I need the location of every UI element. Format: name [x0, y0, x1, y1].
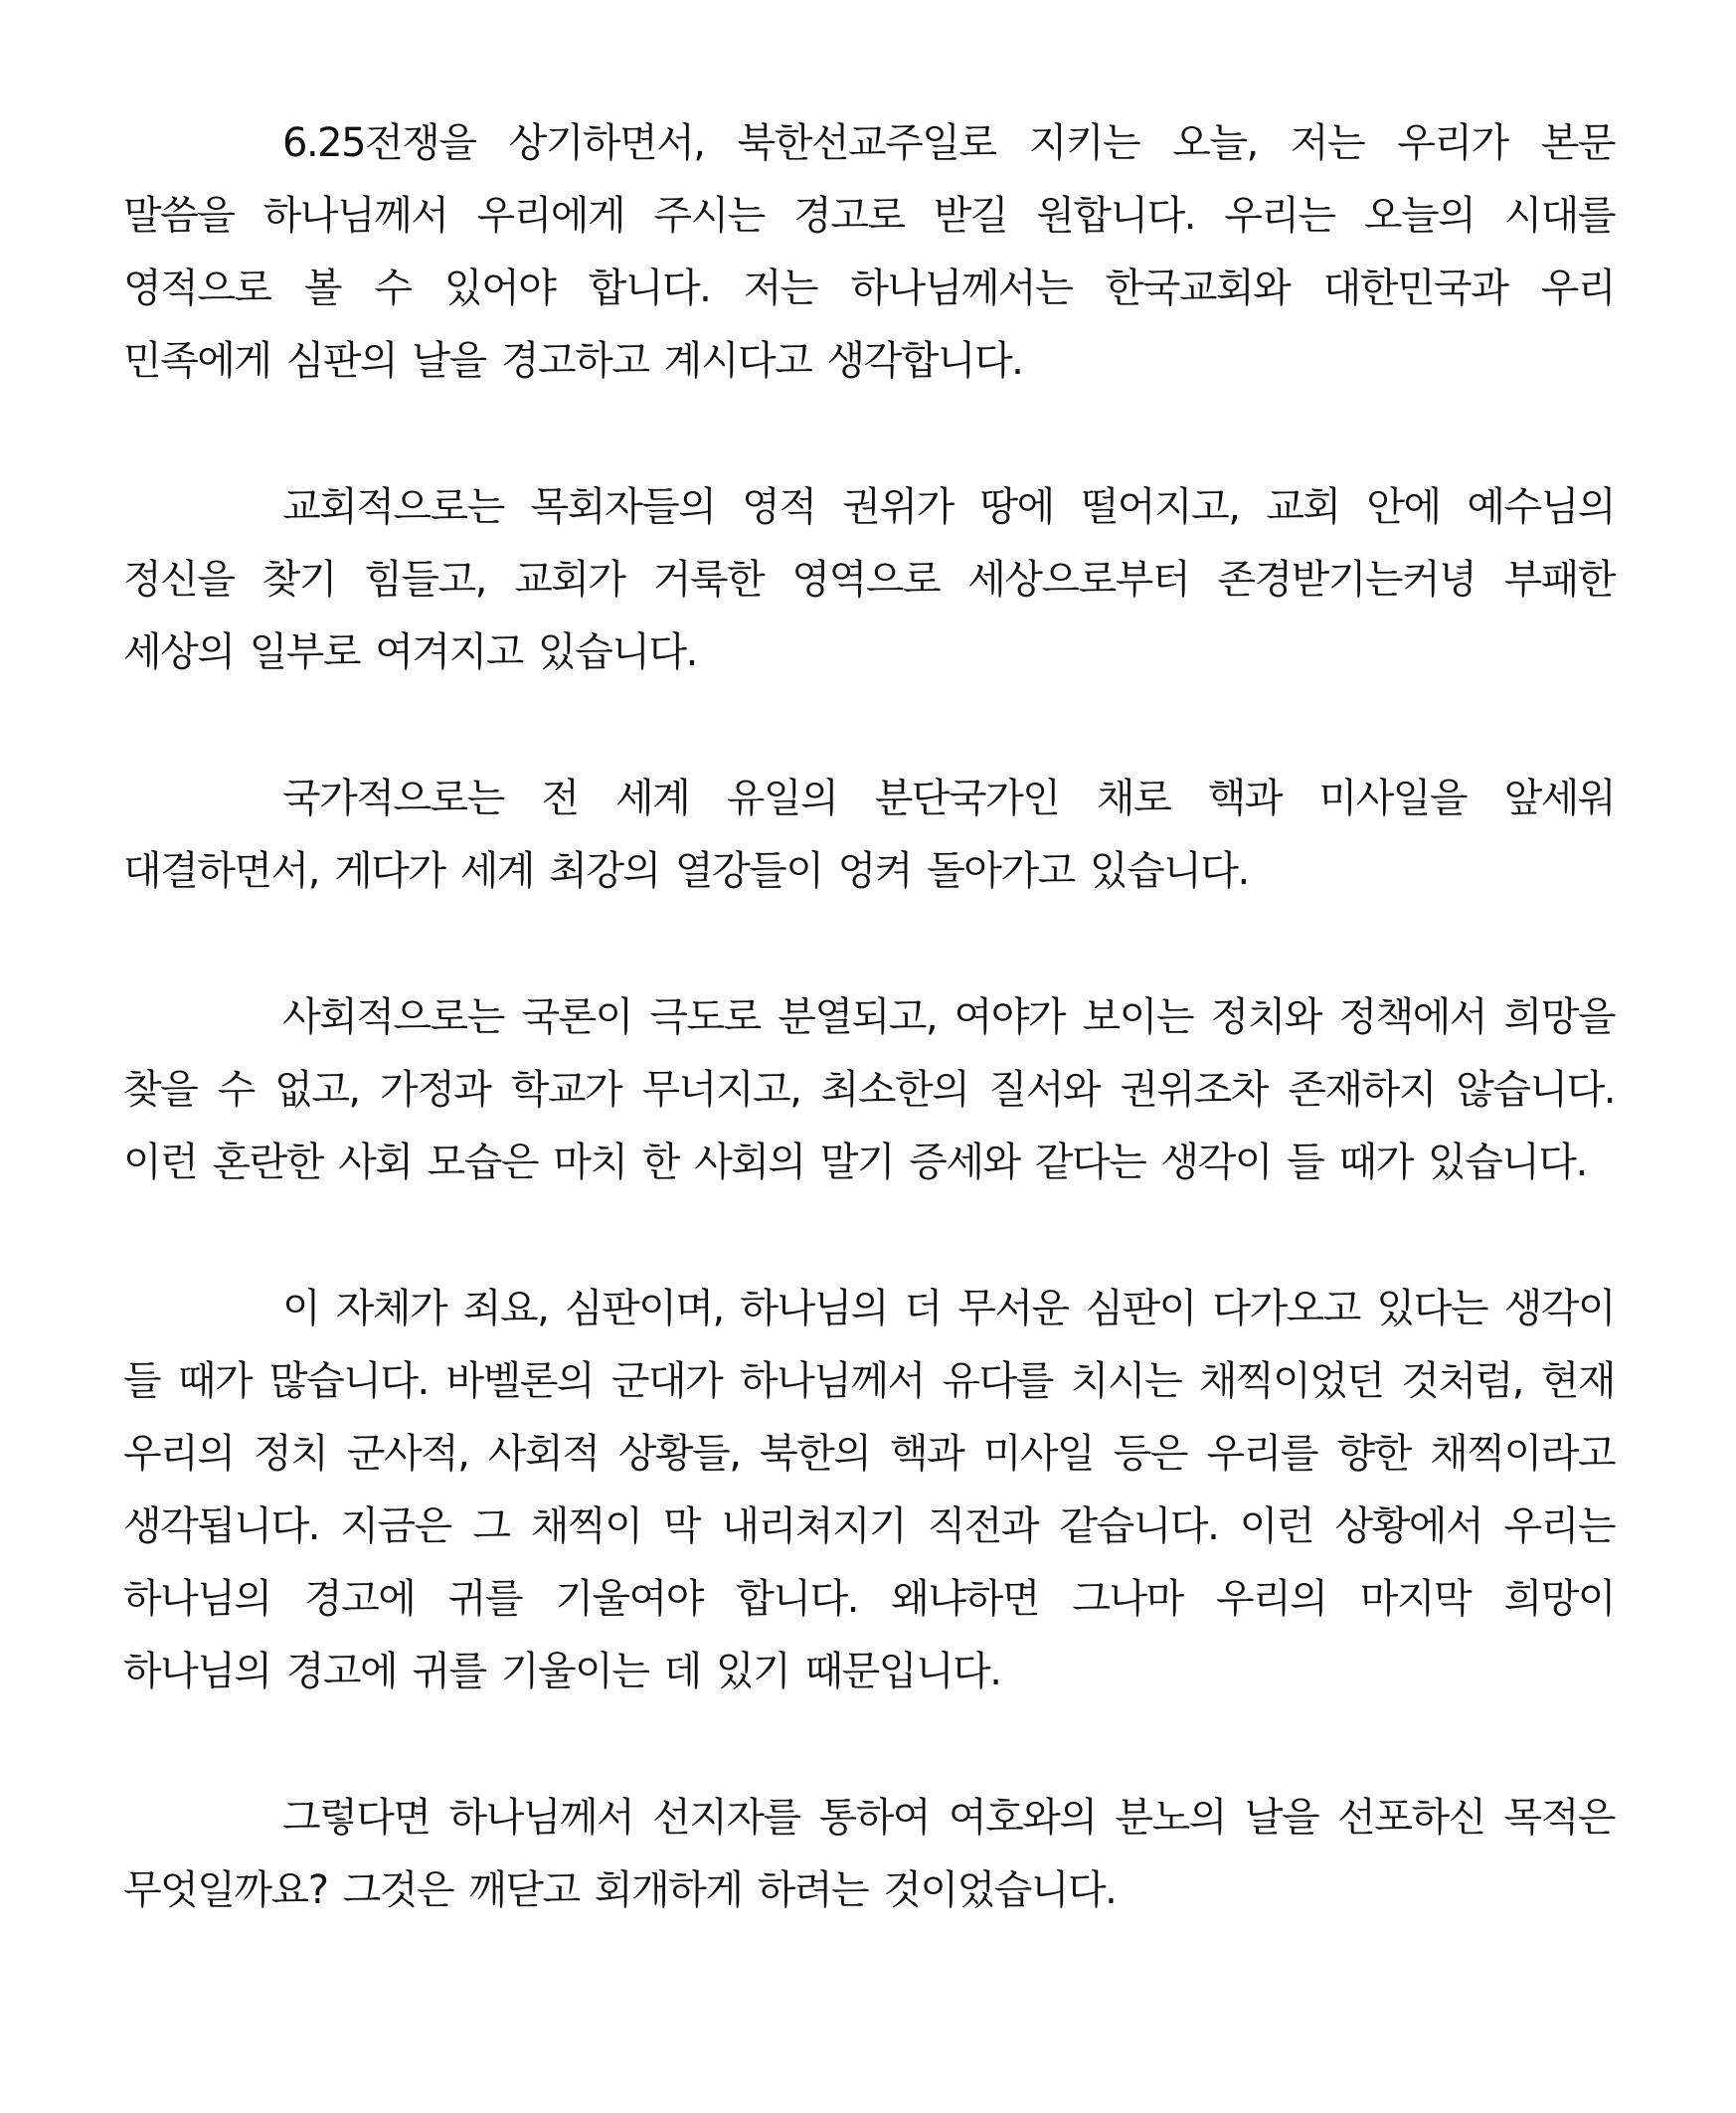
paragraph-2: 교회적으로는 목회자들의 영적 권위가 땅에 떨어지고, 교회 안에 예수님의 정신을 찾기 힘들고, 교회가 거룩한 영역으로 세상으로부터 존경받기는커녕 부패한 세상의 일부로 여겨지고 있습니다. [123, 484, 1615, 675]
document-body [123, 107, 1615, 1927]
paragraph-3: 국가적으로는 전 세계 유일의 분단국가인 채로 핵과 미사일을 앞세워 대결하면서, 게다가 세계 최강의 열강들이 엉켜 돌아가고 있습니다. [123, 776, 1615, 894]
paragraph-5: 이 자체가 죄요, 심판이며, 하나님의 더 무서운 심판이 다가오고 있다는 생각이 들 때가 많습니다. 바벨론의 군대가 하나님께서 유다를 치시는 채찍이었던 것처럼, 현재 우리의 정치 군사적, 사회적 상황들, 북한의 핵과 미사일 등은 우리를 향한 채찍이라고 생각됩니다. 지금은 그 채찍이 막 내리쳐지기 직전과 같습니다. 이런 상황에서 우리는 하나님의 경고에 귀를 기울여야 합니다. 왜냐하면 그나마 우리의 마지막 희망이 하나님의 경고에 귀를 기울이는 데 있기 때문입니다. [123, 1286, 1615, 1694]
paragraph-6: 그렇다면 하나님께서 선지자를 통하여 여호와의 분노의 날을 선포하신 목적은 무엇일까요? 그것은 깨닫고 회개하게 하려는 것이었습니다. [123, 1795, 1615, 1913]
paragraph-4: 사회적으로는 국론이 극도로 분열되고, 여야가 보이는 정치와 정책에서 희망을 찾을 수 없고, 가정과 학교가 무너지고, 최소한의 질서와 권위조차 존재하지 않습니다. 이런 혼란한 사회 모습은 마치 한 사회의 말기 증세와 같다는 생각이 들 때가 있습니다. [123, 994, 1615, 1185]
paragraph-1: 6.25전쟁을 상기하면서, 북한선교주일로 지키는 오늘, 저는 우리가 본문 말씀을 하나님께서 우리에게 주시는 경고로 받길 원합니다. 우리는 오늘의 시대를 영적으로 볼 수 있어야 합니다. 저는 하나님께서는 한국교회와 대한민국과 우리 민족에게 심판의 날을 경고하고 계시다고 생각합니다. [123, 120, 1615, 384]
